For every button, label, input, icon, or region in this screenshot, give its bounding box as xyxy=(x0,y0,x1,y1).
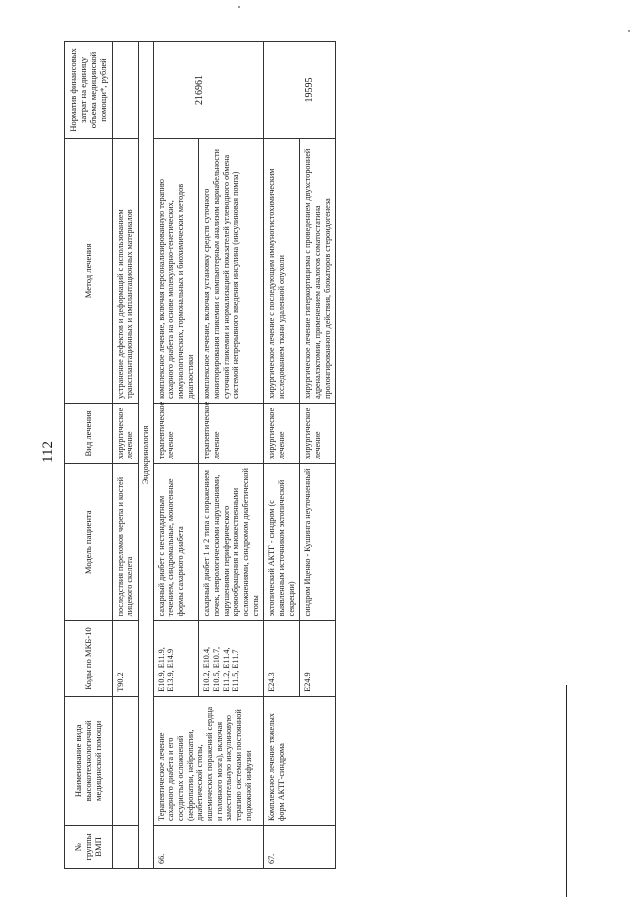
cell-treatment-type: хирургическое лечение xyxy=(112,403,138,463)
cell-name: Терапевтическое лечение сахарного диабета и его сосудистых осложнений (нефропатии, нейропатии, диабетической стопы, ишемических поражений сердца и головного мозга), включая заместительную инсулиновую терапию системами постоянной подкожной инфузии xyxy=(153,696,264,825)
cell-model: синдром Иценко - Кушинга неуточненный xyxy=(300,464,336,621)
cell-group xyxy=(112,825,138,868)
cell-method: комплексное лечение, включая установку средств суточного мониторирования гликемии с компьютерным анализом вариабельности суточной гликемии и нормализацией показателей углеводного обмена системой непрерывного введения инсулина (инсулиновая помпа) xyxy=(199,138,264,403)
rotated-document-page xyxy=(40,27,600,877)
cell-treatment-type: хирургическое лечение xyxy=(300,403,336,463)
header-vmp-name: Наименование вида высокотехнологичной медицинской помощи xyxy=(65,696,113,825)
cell-method: хирургическое лечение с последующим иммуногистохимическим исследованием ткани удаленной опухоли xyxy=(264,138,300,403)
table-row xyxy=(112,42,138,869)
header-patient-model: Модель пациента xyxy=(65,464,113,621)
cell-treatment-type: хирургическое лечение xyxy=(264,403,300,463)
cell-model: сахарный диабет 1 и 2 типа с поражением почек, неврологическими нарушениями, нарушениями периферического кровообращения и множественными осложнениями, синдромом диабетической стопы xyxy=(199,464,264,621)
vmp-table xyxy=(64,41,336,869)
cell-group: 67. xyxy=(264,825,336,868)
cell-price xyxy=(112,42,138,139)
section-title: Эндокринология xyxy=(138,42,153,869)
page-number: 112 xyxy=(40,441,56,463)
cell-model: сахарный диабет с нестандартным течением, синдромальные, моногенные формы сахарного диабета xyxy=(153,464,199,621)
cell-price: 216961 xyxy=(153,42,264,139)
header-icd-codes: Коды по МКБ-10 xyxy=(65,621,113,696)
cell-price: 19595 xyxy=(264,42,336,139)
table-row xyxy=(153,42,199,869)
cell-method: устранение дефектов и деформаций с использованием трансплантационных и имплантационных материалов xyxy=(112,138,138,403)
cell-group: 66. xyxy=(153,825,264,868)
header-treatment-type: Вид лечения xyxy=(65,403,113,463)
cell-name xyxy=(112,696,138,825)
table-row xyxy=(264,42,300,869)
cell-treatment-type: терапевтическое лечение xyxy=(153,403,199,463)
header-cost-standard: Норматив финансовых затрат на единицу объема медицинской помощи*, рублей xyxy=(65,42,113,139)
header-treatment-method: Метод лечения xyxy=(65,138,113,403)
header-group-number: № группы ВМП xyxy=(65,825,113,868)
scan-speck xyxy=(628,30,630,32)
section-row xyxy=(138,42,153,869)
cell-treatment-type: терапевтическое лечение xyxy=(199,403,264,463)
cell-codes: T90.2 xyxy=(112,621,138,696)
scan-speck xyxy=(238,6,240,8)
cell-method: хирургическое лечение гиперкортицизма с проведением двухсторонней адреналэктомии, применением аналогов соматостатина пролонгированного действия, блокаторов стероидогенеза xyxy=(300,138,336,403)
cell-codes: E10.9, E11.9, E13.9, E14.9 xyxy=(153,621,199,696)
cell-name: Комплексное лечение тяжелых форм АКТГ-синдрома xyxy=(264,696,336,825)
cell-codes: E10.2, E10.4, E10.5, E10.7, E11.2, E11.4, E11.5, E11.7 xyxy=(199,621,264,696)
cell-codes: E24.9 xyxy=(300,621,336,696)
cell-model: эктопический АКТГ - синдром (с выявленным источником эктопической секреции) xyxy=(264,464,300,621)
table-header-row xyxy=(65,42,113,869)
cell-method: комплексное лечение, включая персонализированную терапию сахарного диабета на основе молекулярно-генетических, иммунологических, гормональных и биохимических методов диагностики xyxy=(153,138,199,403)
cell-model: последствия переломов черепа и костей лицевого скелета xyxy=(112,464,138,621)
cell-codes: E24.3 xyxy=(264,621,300,696)
